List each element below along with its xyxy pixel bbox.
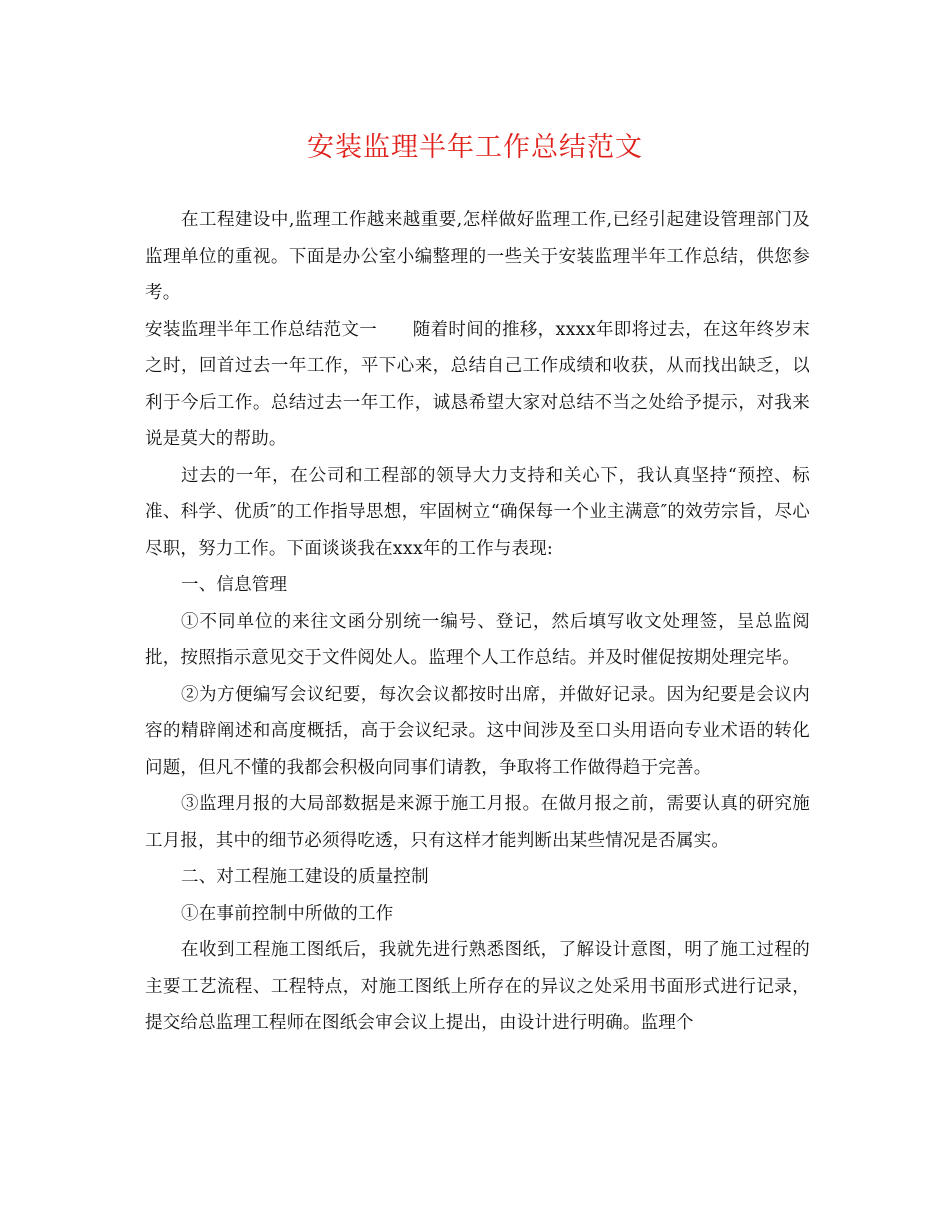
paragraph-drawings: 在收到工程施工图纸后，我就先进行熟悉图纸，了解设计意图，明了施工过程的主要工艺流程、工程特点，对施工图纸上所存在的异议之处采用书面形式进行记录，提交给总监理工程师在图纸会审会议上提出，由设计进行明确。监理个	[145, 940, 810, 1033]
section-heading-information-management: 一、信息管理	[181, 575, 288, 595]
document-body	[145, 202, 810, 1042]
paragraph-sample-one: 安装监理半年工作总结范文一 随着时间的推移，xxxx年即将过去，在这年终岁末之时，回首过去一年工作，平下心来，总结自己工作成绩和收获，从而找出缺乏，以利于今后工作。总结过去一年工作，诚恳希望大家对总结不当之处给予提示，对我来说是莫大的帮助。	[145, 319, 810, 449]
paragraph-item-1: ①不同单位的来往文函分别统一编号、登记，然后填写收文处理签，呈总监阅批，按照指示意见交于文件阅处人。监理个人工作总结。并及时催促按期处理完毕。	[145, 611, 810, 668]
paragraph-intro: 在工程建设中,监理工作越来越重要,怎样做好监理工作,已经引起建设管理部门及监理单位的重视。下面是办公室小编整理的一些关于安装监理半年工作总结，供您参考。	[145, 210, 810, 303]
subheading-pre-control: ①在事前控制中所做的工作	[181, 903, 394, 924]
document-title: 安装监理半年工作总结范文	[307, 132, 643, 163]
section-heading-quality-control: 二、对工程施工建设的质量控制	[181, 867, 429, 887]
paragraph-item-3: ③监理月报的大局部数据是来源于施工月报。在做月报之前，需要认真的研究施工月报，其中的细节必须得吃透，只有这样才能判断出某些情况是否属实。	[145, 794, 810, 851]
paragraph-item-2: ②为方便编写会议纪要，每次会议都按时出席，并做好记录。因为纪要是会议内容的精辟阐述和高度概括，高于会议纪录。这中间涉及至口头用语向专业术语的转化问题，但凡不懂的我都会积极向同事们请教，争取将工作做得趋于完善。	[145, 684, 810, 778]
paragraph-past-year: 过去的一年，在公司和工程部的领导大力支持和关心下，我认真坚持“预控、标准、科学、优质″的工作指导思想，牢固树立“确保每一个业主满意″的效劳宗旨，尽心尽职，努力工作。下面谈谈我在xxx年的工作与表现:	[145, 465, 810, 559]
